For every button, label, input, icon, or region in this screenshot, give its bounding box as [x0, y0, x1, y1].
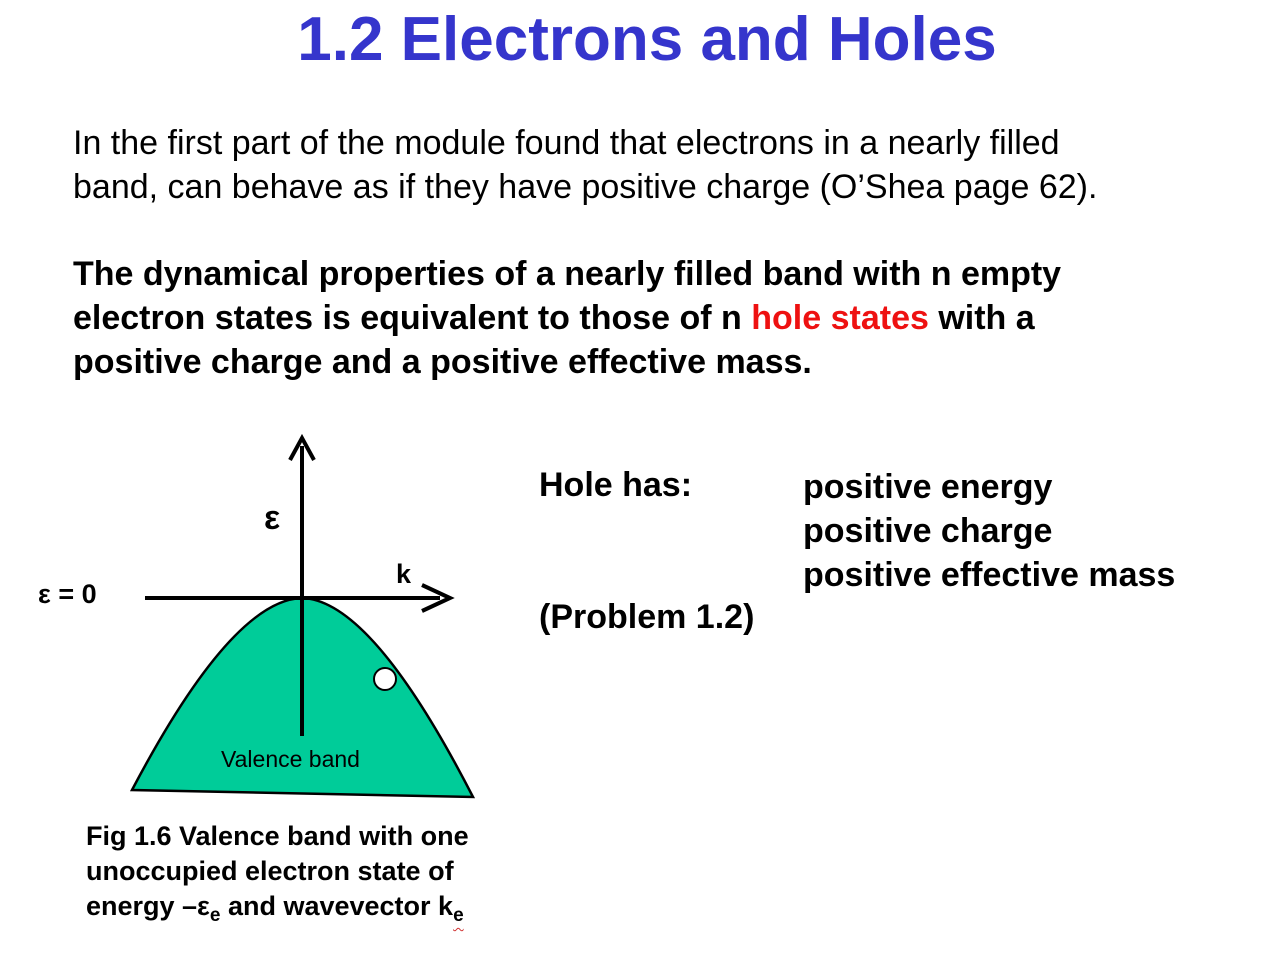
energy-axis-label: ε	[264, 499, 281, 537]
statement-line-1: The dynamical properties of a nearly filled band with n empty	[73, 255, 1062, 293]
caption-line-3	[86, 889, 526, 924]
hole-property-charge: positive charge	[803, 512, 1053, 550]
slide-title: 1.2 Electrons and Holes	[297, 5, 997, 74]
hole-state-marker	[374, 668, 396, 690]
k-axis-label: k	[396, 559, 412, 589]
statement-line-2-end: with a	[928, 299, 1035, 337]
caption-wavevector-subscript: e	[453, 905, 464, 926]
caption-energy-text: energy –ε	[86, 891, 210, 921]
intro-line-2: band, can behave as if they have positive charge (O’Shea page 62).	[73, 168, 1098, 206]
caption-energy-subscript: e	[209, 905, 221, 926]
statement-line-3: positive charge and a positive effective mass.	[73, 343, 812, 381]
problem-reference: (Problem 1.2)	[539, 598, 755, 636]
hole-properties-list	[803, 465, 1175, 597]
hole-property-energy: positive energy	[803, 468, 1053, 506]
zero-energy-label: ε = 0	[38, 579, 97, 609]
valence-band-label: Valence band	[221, 746, 360, 772]
hole-property-mass: positive effective mass	[803, 556, 1176, 594]
key-statement	[73, 252, 1061, 384]
hole-states-highlight: hole states	[751, 299, 929, 337]
intro-line-1: In the first part of the module found that electrons in a nearly filled	[73, 124, 1060, 162]
caption-line-1: Fig 1.6 Valence band with one	[86, 821, 469, 851]
statement-line-2-start: electron states is equivalent to those of n	[73, 299, 752, 337]
caption-wavevector-text: and wavevector k	[220, 891, 454, 921]
figure-caption	[86, 819, 526, 924]
intro-paragraph	[73, 121, 1097, 209]
caption-line-2: unoccupied electron state of	[86, 856, 454, 886]
hole-has-label: Hole has:	[539, 466, 693, 504]
